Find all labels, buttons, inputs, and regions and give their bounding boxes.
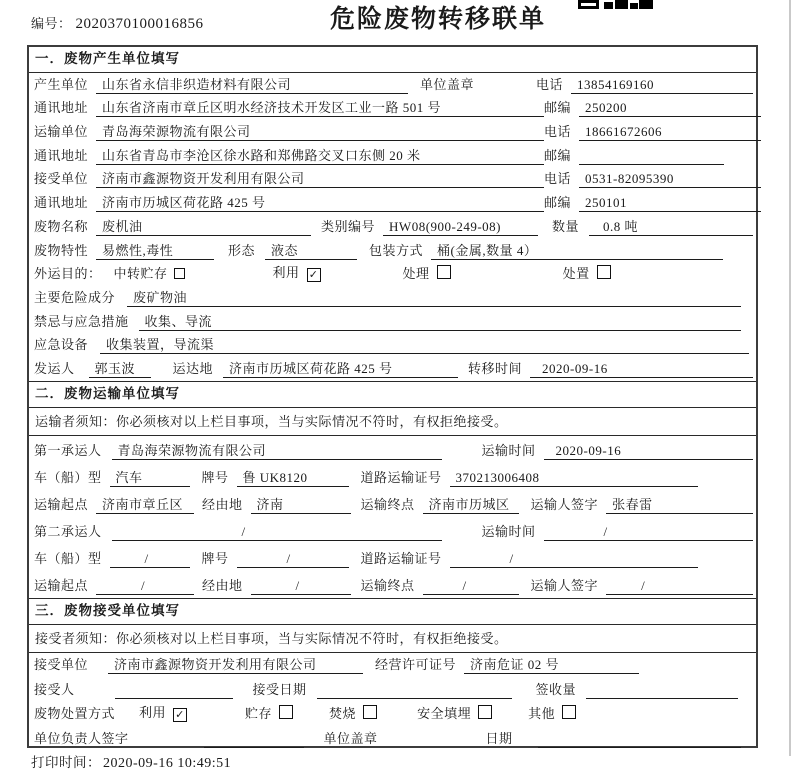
field-value: / [251, 578, 351, 595]
field-value [538, 731, 741, 748]
field-label: 运输单位 [34, 124, 89, 140]
checkbox [478, 705, 492, 719]
field-value: / [450, 551, 698, 568]
field-value: / [237, 551, 349, 568]
field-label: 单位负责人签字 [34, 730, 129, 746]
field-label: 电话 [544, 124, 572, 140]
checkbox-item [245, 705, 293, 723]
form-row [29, 215, 756, 239]
static-text: 单位盖章 [420, 76, 475, 92]
field-value: / [606, 578, 753, 595]
field-label: 运输终点 [360, 577, 415, 593]
field-label: 电话 [544, 171, 572, 187]
checkbox-label: 焚烧 [329, 706, 357, 722]
checkbox-label: 处理 [402, 266, 430, 282]
page-title: 危险废物转移联单 [330, 4, 547, 33]
field-label: 发运人 [34, 360, 75, 376]
field-value: 济南危证 02 号 [464, 657, 639, 674]
field-value: / [96, 578, 194, 595]
section-rows [29, 73, 756, 381]
field-value: 收集、导流 [139, 314, 741, 331]
form-row [29, 144, 756, 168]
form-row [29, 168, 756, 192]
field-label: 第一承运人 [34, 442, 102, 458]
form-row [29, 702, 756, 727]
field-label: 接受单位 [34, 657, 89, 673]
field-label: 应急设备 [34, 337, 89, 353]
field-value: 250200 [579, 100, 761, 117]
field-value: 济南市历城区 [423, 497, 519, 514]
field-label: 邮编 [544, 100, 572, 116]
field-label: 道路运输证号 [360, 550, 442, 566]
field-label: 运输终点 [360, 496, 415, 512]
field-value: 山东省永信非织造材料有限公司 [96, 77, 408, 94]
section-rows [29, 436, 756, 598]
form-row [29, 517, 756, 544]
field-value: 收集装置，导流渠 [100, 337, 749, 354]
field-label: 牌号 [201, 469, 229, 485]
field-label: 运输人签字 [530, 496, 599, 512]
field-label: 通讯地址 [34, 100, 89, 116]
form-row [29, 239, 756, 263]
form-row [29, 677, 756, 702]
section [29, 381, 756, 598]
field-label: 禁忌与应急措施 [34, 313, 129, 329]
field-label: 车（船）型 [34, 469, 102, 485]
field-label: 第二承运人 [34, 523, 102, 539]
field-value: / [544, 524, 753, 541]
field-label: 运输人签字 [530, 577, 599, 593]
field-value: 青岛海荣源物流有限公司 [96, 124, 544, 141]
form-row [29, 544, 756, 571]
checkbox-item [528, 705, 576, 723]
field-value [115, 682, 233, 699]
field-value: 废机油 [96, 219, 311, 236]
section-rows [29, 653, 756, 751]
checkbox-item [563, 265, 611, 283]
serial-value: 2020370100016856 [75, 16, 204, 32]
field-label: 主要危险成分 [34, 289, 116, 305]
field-value: 废矿物油 [127, 290, 741, 307]
field-label: 邮编 [544, 195, 572, 211]
form-row [29, 436, 756, 463]
field-label: 经营许可证号 [375, 657, 457, 673]
form-row [29, 310, 756, 334]
form-sections [29, 47, 756, 751]
field-label: 类别编号 [321, 218, 376, 234]
print-time-value: 2020-09-16 10:49:51 [103, 756, 232, 771]
field-label: 通讯地址 [34, 147, 89, 163]
form-row [29, 490, 756, 517]
field-label: 接受日期 [252, 681, 307, 697]
field-label: 形态 [228, 242, 256, 258]
field-value: 鲁 UK8120 [237, 470, 349, 487]
checkbox-label: 处置 [562, 266, 590, 282]
field-value [204, 731, 304, 748]
field-value: 济南市历城区荷花路 425 号 [223, 361, 458, 378]
print-time-line [31, 751, 231, 772]
form-row [29, 463, 756, 490]
field-label: 产生单位 [34, 76, 89, 92]
checkbox-item [329, 705, 377, 723]
form-row [29, 653, 756, 678]
checkbox-label: 利用 [272, 265, 300, 281]
field-label: 接受人 [34, 681, 75, 697]
form-row [29, 571, 756, 598]
field-label: 道路运输证号 [360, 469, 442, 485]
transfer-form-table [27, 45, 758, 748]
field-label: 日期 [485, 730, 513, 746]
field-value: / [423, 578, 519, 595]
scan-page-edge [789, 0, 791, 756]
form-row [29, 726, 756, 751]
field-label: 运达地 [172, 360, 214, 376]
form-row [29, 334, 756, 358]
field-value: 370213006408 [450, 470, 698, 487]
form-row [29, 73, 756, 97]
field-label: 运输起点 [34, 577, 89, 593]
field-value: 18661672606 [579, 124, 761, 141]
section-notice: 接受者须知：你必须核对以上栏目事项，当与实际情况不符时，有权拒绝接受。 [29, 625, 756, 653]
checkbox-label: 贮存 [245, 706, 273, 722]
field-value: 济南市历城区荷花路 425 号 [96, 195, 544, 212]
serial-number-line [31, 13, 204, 33]
field-value: 山东省济南市章丘区明水经济技术开发区工业一路 501 号 [96, 100, 544, 117]
field-value: 13854169160 [571, 77, 753, 94]
checkbox-label: 其他 [528, 706, 556, 722]
field-label: 车（船）型 [34, 550, 102, 566]
form-row [29, 263, 756, 287]
field-value: 0.8 吨 [589, 219, 753, 236]
field-value: 郭玉波 [89, 361, 151, 378]
section-title: 三．废物接受单位填写 [29, 598, 756, 625]
field-value: HW08(900-249-08) [383, 219, 538, 236]
checkbox: ✓ [307, 268, 321, 282]
section-title: 二．废物运输单位填写 [29, 381, 756, 408]
checkbox-item [114, 265, 185, 283]
field-label: 废物特性 [34, 242, 89, 258]
field-value: 青岛海荣源物流有限公司 [112, 443, 442, 460]
field-label: 牌号 [201, 550, 229, 566]
checkbox [562, 705, 576, 719]
print-time-label: 打印时间： [31, 755, 101, 770]
checkbox [363, 705, 377, 719]
field-value: 济南市鑫源物资开发利用有限公司 [108, 657, 363, 674]
checkbox: ✓ [173, 708, 187, 722]
field-label: 经由地 [202, 577, 243, 593]
field-value [317, 682, 512, 699]
checkbox-item [273, 264, 321, 283]
form-row [29, 357, 756, 381]
field-value: 山东省青岛市李沧区徐水路和郑佛路交叉口东侧 20 米 [96, 148, 544, 165]
field-label: 包装方式 [369, 242, 424, 258]
field-label: 经由地 [202, 496, 243, 512]
checkbox [597, 265, 611, 279]
field-value: 张春雷 [606, 497, 753, 514]
checkbox [279, 705, 293, 719]
field-value: 易燃性,毒性 [96, 243, 214, 260]
field-value: 济南市章丘区 [96, 497, 194, 514]
checkbox-label: 中转贮存 [113, 266, 168, 282]
form-row [29, 97, 756, 121]
checkbox [437, 265, 451, 279]
field-label: 废物名称 [34, 218, 89, 234]
serial-label: 编号： [31, 16, 72, 31]
checkbox-label: 安全填埋 [417, 706, 472, 722]
field-label: 数量 [552, 218, 580, 234]
field-value: 济南市鑫源物资开发利用有限公司 [96, 171, 544, 188]
field-label: 运输起点 [34, 496, 89, 512]
section-notice: 运输者须知：你必须核对以上栏目事项，当与实际情况不符时，有权拒绝接受。 [29, 408, 756, 436]
section [29, 598, 756, 751]
field-value [579, 148, 724, 165]
checkbox-item [139, 704, 187, 723]
field-value: / [112, 524, 442, 541]
field-label: 运输时间 [481, 442, 536, 458]
form-row [29, 191, 756, 215]
section [29, 47, 756, 381]
checkbox-label: 利用 [139, 705, 167, 721]
section-title: 一．废物产生单位填写 [29, 47, 756, 73]
field-value: 液态 [265, 243, 357, 260]
field-label: 通讯地址 [34, 195, 89, 211]
checkbox-item [403, 265, 451, 283]
field-label: 外运目的： [34, 266, 102, 282]
field-label: 单位盖章 [323, 730, 378, 746]
field-value: 0531-82095390 [579, 171, 761, 188]
form-row [29, 120, 756, 144]
field-label: 签收量 [535, 681, 577, 697]
field-label: 接受单位 [34, 171, 89, 187]
field-value: / [110, 551, 190, 568]
field-label: 转移时间 [468, 360, 523, 376]
field-value [586, 682, 738, 699]
field-value: 济南 [251, 497, 351, 514]
qr-code-fragment-icon [578, 0, 658, 10]
field-value: 2020-09-16 [544, 443, 753, 460]
checkbox-item [417, 705, 492, 723]
field-value: 2020-09-16 [530, 361, 753, 378]
form-row [29, 286, 756, 310]
field-value: 250101 [579, 195, 761, 212]
field-label: 电话 [535, 76, 563, 92]
field-value: 汽车 [110, 470, 190, 487]
field-value: 桶(金属,数量 4） [431, 243, 723, 260]
field-label: 邮编 [544, 147, 572, 163]
field-label: 运输时间 [481, 523, 536, 539]
checkbox [174, 268, 185, 279]
field-label: 废物处置方式 [34, 706, 116, 722]
